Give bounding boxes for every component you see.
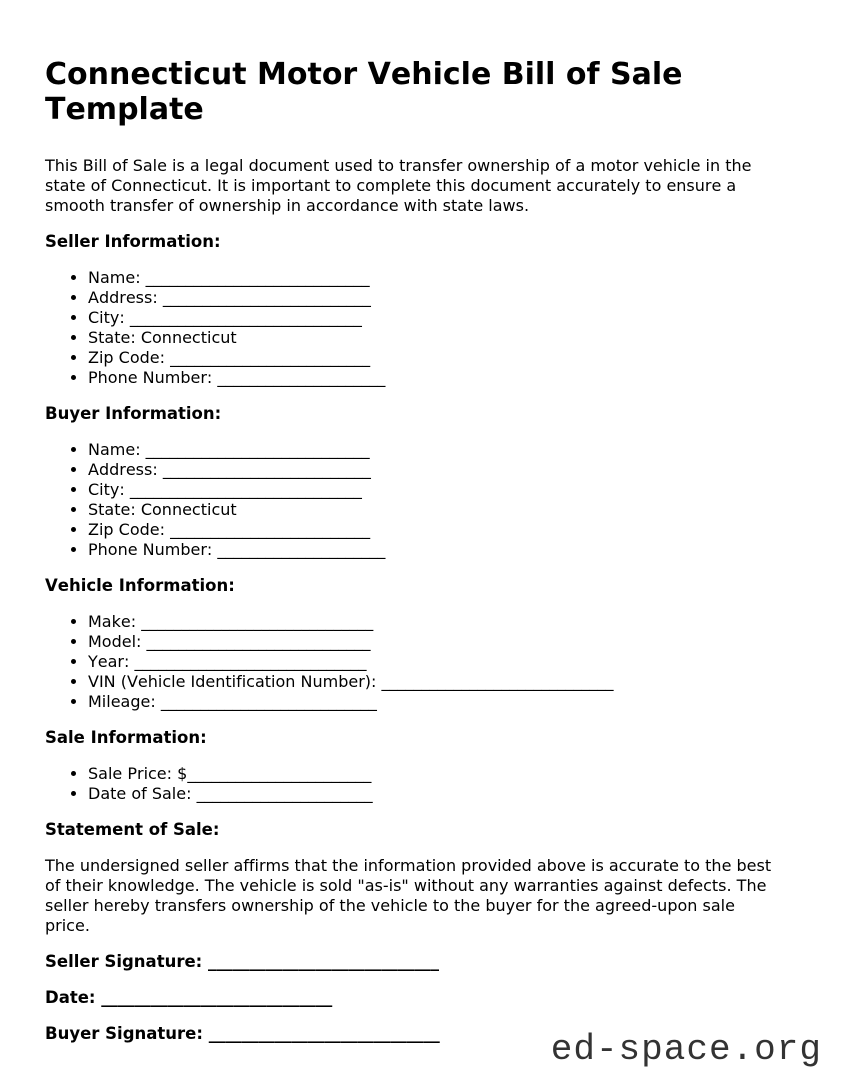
- list-item: [88, 784, 775, 804]
- field-blank: __________________________: [157, 288, 371, 307]
- field-label: Mileage:: [88, 692, 156, 711]
- field-label: VIN (Vehicle Identification Number):: [88, 672, 377, 691]
- signature-label: Seller Signature:: [45, 952, 203, 971]
- document-content: [45, 57, 775, 1044]
- field-label: Phone Number:: [88, 540, 213, 559]
- field-blank: ____________________________: [140, 268, 370, 287]
- field-blank: _____________________________: [129, 652, 367, 671]
- list-item: [88, 288, 775, 308]
- field-label: Address:: [88, 460, 158, 479]
- list-item: [88, 692, 775, 712]
- list-item: [88, 348, 775, 368]
- field-label: State:: [88, 328, 136, 347]
- field-label: City:: [88, 308, 125, 327]
- field-label: Name:: [88, 440, 141, 459]
- intro-paragraph: This Bill of Sale is a legal document used to transfer ownership of a motor vehicle in the state of Connecticut. It is important to complete this document accurately to ensure a smooth transfer of ownership in accordance with state laws.: [45, 156, 752, 215]
- vehicle-info-list: [45, 612, 775, 712]
- list-item: [88, 500, 775, 520]
- field-label: Sale Price: $: [88, 764, 188, 783]
- field-blank: _____________________: [212, 540, 386, 559]
- field-blank: ___________________________: [155, 692, 377, 711]
- list-item: [88, 520, 775, 540]
- list-item: [88, 480, 775, 500]
- field-blank: _____________________________: [376, 672, 614, 691]
- signature-label: Buyer Signature:: [45, 1024, 203, 1043]
- list-item: [88, 540, 775, 560]
- list-item: [88, 652, 775, 672]
- seller-info-list: [45, 268, 775, 388]
- date-row: [45, 988, 775, 1008]
- field-label: Name:: [88, 268, 141, 287]
- page-title: Connecticut Motor Vehicle Bill of Sale Template: [45, 57, 683, 127]
- field-blank: _____________________________: [124, 308, 362, 327]
- signature-blank: ____________________________: [95, 988, 333, 1007]
- list-item: [88, 612, 775, 632]
- section-heading-seller: Seller Information:: [45, 232, 221, 251]
- field-label: Zip Code:: [88, 348, 165, 367]
- field-blank: __________________________: [157, 460, 371, 479]
- section-heading-statement: Statement of Sale:: [45, 820, 220, 839]
- field-blank: _________________________: [165, 520, 371, 539]
- section-heading-sale: Sale Information:: [45, 728, 207, 747]
- list-item: [88, 632, 775, 652]
- field-blank: ____________________________: [140, 440, 370, 459]
- field-blank: ____________________________: [141, 632, 371, 651]
- list-item: [88, 368, 775, 388]
- list-item: [88, 328, 775, 348]
- field-label: City:: [88, 480, 125, 499]
- field-blank: ______________________: [191, 784, 373, 803]
- section-heading-buyer: Buyer Information:: [45, 404, 222, 423]
- field-blank: _______________________: [187, 764, 372, 783]
- seller-signature-row: [45, 952, 775, 972]
- sale-info-list: [45, 764, 775, 804]
- signature-blank: ____________________________: [202, 952, 439, 971]
- field-label: Year:: [88, 652, 130, 671]
- field-value: Connecticut: [135, 328, 237, 347]
- field-blank: _________________________: [165, 348, 371, 367]
- field-label: State:: [88, 500, 136, 519]
- field-value: Connecticut: [135, 500, 237, 519]
- list-item: [88, 268, 775, 288]
- buyer-info-list: [45, 440, 775, 560]
- field-label: Phone Number:: [88, 368, 213, 387]
- field-label: Make:: [88, 612, 137, 631]
- list-item: [88, 764, 775, 784]
- field-blank: _____________________________: [136, 612, 374, 631]
- signature-label: Date:: [45, 988, 96, 1007]
- field-label: Date of Sale:: [88, 784, 192, 803]
- list-item: [88, 440, 775, 460]
- field-label: Model:: [88, 632, 142, 651]
- list-item: [88, 460, 775, 480]
- field-blank: _____________________________: [124, 480, 362, 499]
- section-heading-vehicle: Vehicle Information:: [45, 576, 235, 595]
- field-label: Zip Code:: [88, 520, 165, 539]
- list-item: [88, 672, 775, 692]
- field-label: Address:: [88, 288, 158, 307]
- field-blank: _____________________: [212, 368, 386, 387]
- statement-paragraph: The undersigned seller affirms that the information provided above is accurate to the best of their knowledge. The vehicle is sold "as-is" without any warranties against defects. The seller hereby transfers ownership of the vehicle to the buyer for the agreed-upon sale price.: [45, 856, 772, 935]
- signature-blank: ____________________________: [202, 1024, 440, 1043]
- list-item: [88, 308, 775, 328]
- watermark: ed-space.org: [550, 1029, 822, 1071]
